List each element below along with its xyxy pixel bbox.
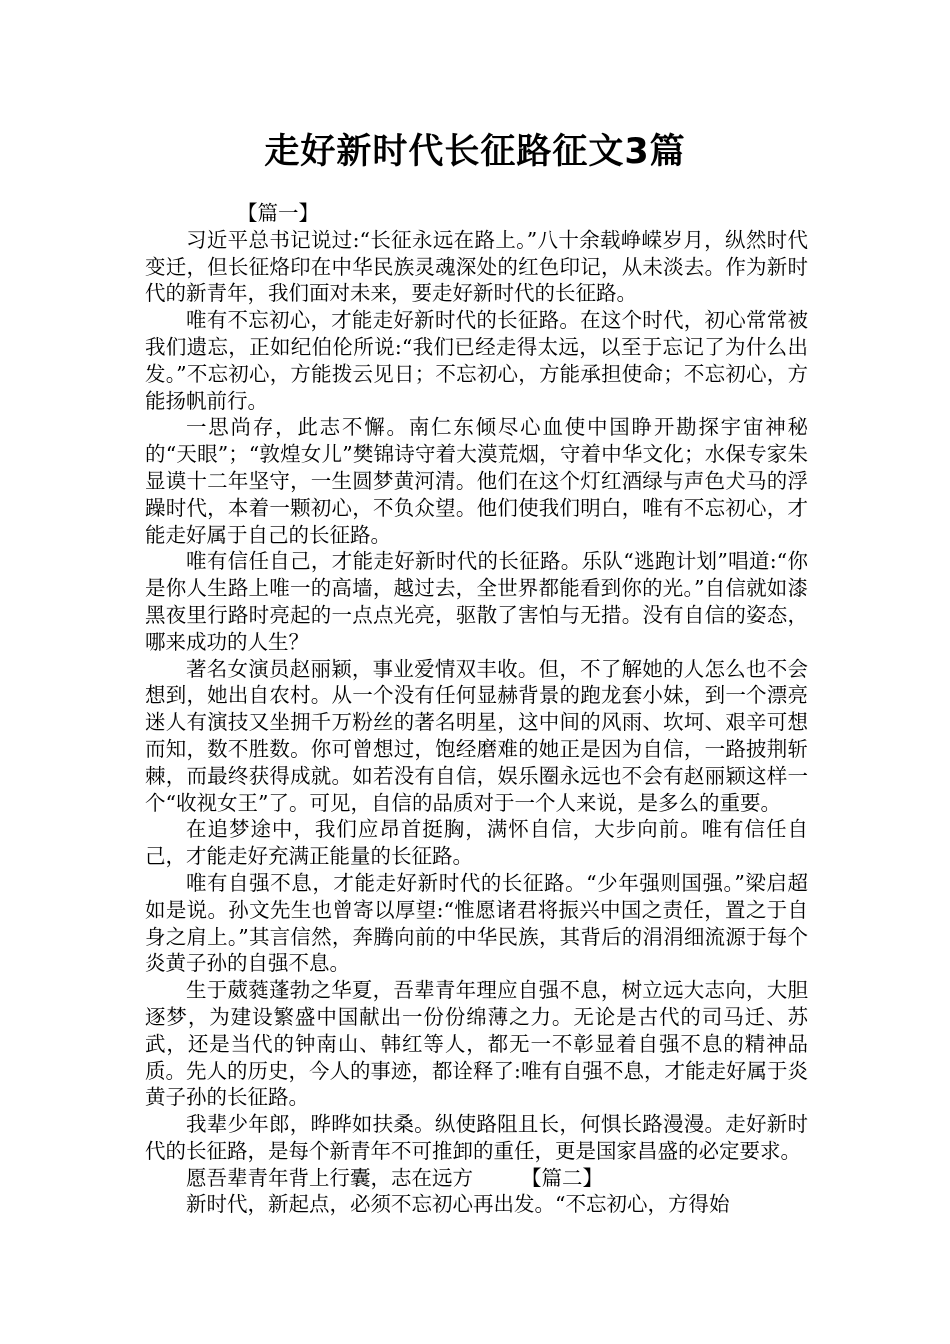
paragraph-7: 唯有自强不息，才能走好新时代的长征路。“少年强则国强。”梁启超如是说。孙文先生也曾寄以厚望:“惟愿诸君将振兴中国之责任，置之于自身之肩上。”其言信然，奔腾向前的中华民族，其背后的涓涓细流源于每个炎黄子孙的自强不息。 bbox=[145, 870, 808, 976]
paragraph-1: 习近平总书记说过:“长征永远在路上。”八十余载峥嵘岁月，纵然时代变迁，但长征烙印在中华民族灵魂深处的红色印记，从未淡去。作为新时代的新青年，我们面对未来，要走好新时代的长征路。 bbox=[145, 227, 808, 306]
closing-line bbox=[145, 1165, 808, 1192]
paragraph-8: 生于葳蕤蓬勃之华夏，吾辈青年理应自强不息，树立远大志向，大胆逐梦，为建设繁盛中国献出一份份绵薄之力。无论是古代的司马迁、苏武，还是当代的钟南山、韩红等人，都无一不彰显着自强不息的精神品质。先人的历史，今人的事迹，都诠释了:唯有自强不息，才能走好属于炎黄子孙的长征路。 bbox=[145, 978, 808, 1110]
paragraph-3: 一思尚存，此志不懈。南仁东倾尽心血使中国睁开勘探宇宙神秘的“天眼”；“敦煌女儿”樊锦诗守着大漠荒烟，守着中华文化；水保专家朱显谟十二年坚守，一生圆梦黄河清。他们在这个灯红酒绿与声色犬马的浮躁时代，本着一颗初心，不负众望。他们使我们明白，唯有不忘初心，才能走好属于自己的长征路。 bbox=[145, 415, 808, 547]
document-title: 走好新时代长征路征文3篇 bbox=[264, 132, 686, 172]
section-heading-1: 【篇一】 bbox=[237, 201, 319, 225]
document-body bbox=[145, 200, 808, 1218]
section2-paragraph-1: 新时代，新起点，必须不忘初心再出发。“不忘初心，方得始 bbox=[186, 1192, 730, 1217]
paragraph-5: 著名女演员赵丽颖，事业爱情双丰收。但，不了解她的人怎么也不会想到，她出自农村。从一个没有任何显赫背景的跑龙套小妹，到一个漂亮迷人有演技又坐拥千万粉丝的著名明星，这中间的风雨、坎坷、艰辛可想而知，数不胜数。你可曾想过，饱经磨难的她正是因为自信，一路披荆斩棘，而最终获得成就。如若没有自信，娱乐圈永远也不会有赵丽颖这样一个“收视女王”了。可见，自信的品质对于一个人来说，是多么的重要。 bbox=[145, 656, 808, 815]
closing-text: 愿吾辈青年背上行囊，志在远方 bbox=[186, 1165, 473, 1190]
paragraph-6: 在追梦途中，我们应昂首挺胸，满怀自信，大步向前。唯有信任自己，才能走好充满正能量的长征路。 bbox=[145, 817, 808, 869]
section-heading-2: 【篇二】 bbox=[521, 1165, 603, 1190]
paragraph-9: 我辈少年郎，晔晔如扶桑。纵使路阻且长，何惧长路漫漫。走好新时代的长征路，是每个新青年不可推卸的重任，更是国家昌盛的必定要求。 bbox=[145, 1112, 808, 1163]
paragraph-2: 唯有不忘初心，才能走好新时代的长征路。在这个时代，初心常常被我们遗忘，正如纪伯伦所说:“我们已经走得太远，以至于忘记了为什么出发。”不忘初心，方能拨云见日；不忘初心，方能承担使命；不忘初心，方能扬帆前行。 bbox=[145, 308, 808, 413]
paragraph-4: 唯有信任自己，才能走好新时代的长征路。乐队“逃跑计划”唱道:“你是你人生路上唯一的高墙，越过去，全世界都能看到你的光。”自信就如漆黑夜里行路时亮起的一点点光亮，驱散了害怕与无措。没有自信的姿态，哪来成功的人生？ bbox=[145, 549, 808, 654]
